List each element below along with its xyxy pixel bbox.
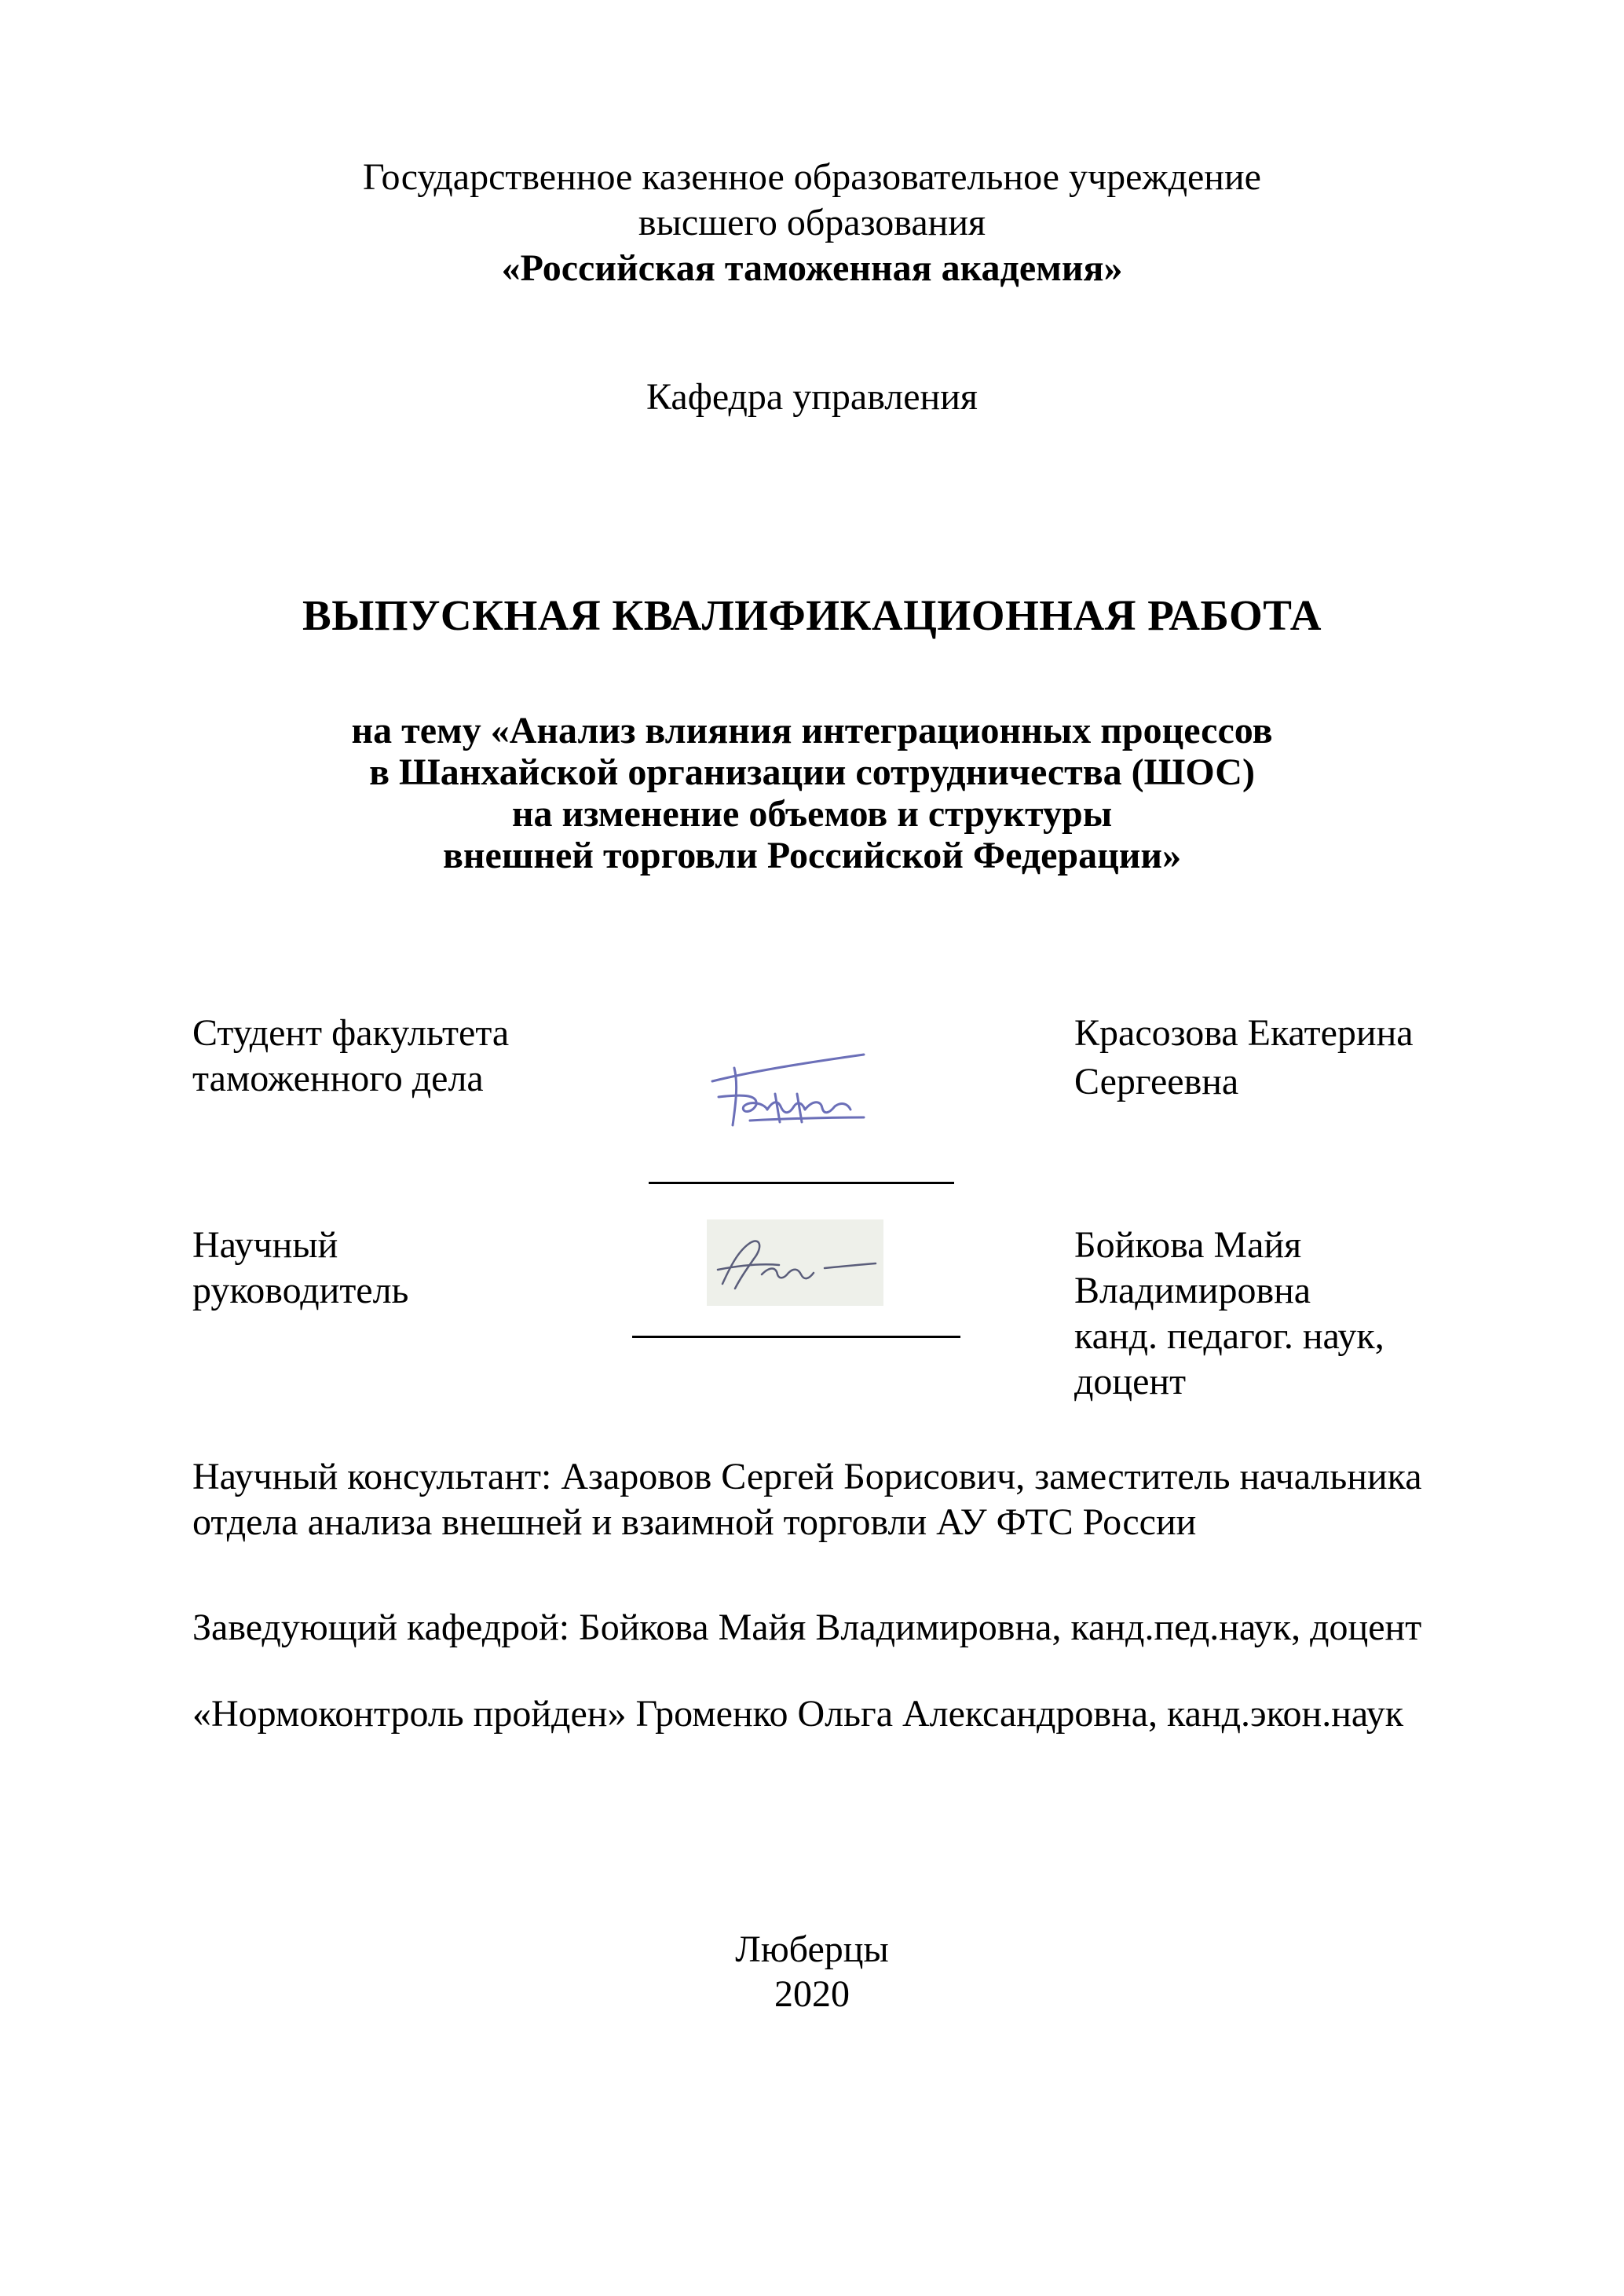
student-name-line-2: Сергеевна	[1074, 1061, 1239, 1102]
student-signature	[703, 1048, 880, 1143]
department-name: Кафедра управления	[646, 376, 978, 418]
topic-line-2: в Шанхайской организации сотрудничества (ШОС)	[369, 751, 1255, 793]
consultant-info: Научный консультант: Азаровов Сергей Борисович, заместитель начальника отдела анализа внешней и взаимной торговли АУ ФТС России	[192, 1456, 1422, 1543]
supervisor-signature	[707, 1219, 883, 1306]
head-of-department-info: Заведующий кафедрой: Бойкова Майя Владимировна, канд.пед.наук, доцент	[192, 1607, 1422, 1648]
thesis-topic	[0, 709, 1624, 876]
institution-name: «Российская таможенная академия»	[501, 247, 1123, 289]
supervisor-name-line-1: Бойкова Майя	[1074, 1224, 1302, 1266]
institution-line-1: Государственное казенное образовательное учреждение	[363, 156, 1261, 198]
city: Люберцы	[735, 1929, 889, 1970]
topic-line-1: на тему «Анализ влияния интеграционных процессов	[351, 710, 1273, 751]
document-title: ВЫПУСКНАЯ КВАЛИФИКАЦИОННАЯ РАБОТА	[302, 591, 1322, 639]
city-year	[0, 1928, 1624, 2017]
normcontrol-info: «Нормоконтроль пройден» Громенко Ольга Александровна, канд.экон.наук	[192, 1693, 1404, 1735]
supervisor-name	[1074, 1223, 1384, 1406]
institution-header	[0, 155, 1624, 292]
supervisor-name-line-4: доцент	[1074, 1361, 1187, 1402]
institution-line-2: высшего образования	[638, 202, 986, 243]
student-name-line-1: Красозова Екатерина	[1074, 1012, 1414, 1054]
supervisor-signature-line	[632, 1336, 960, 1338]
supervisor-role	[192, 1223, 408, 1314]
supervisor-name-line-2: Владимировна	[1074, 1270, 1311, 1311]
supervisor-role-line-2: руководитель	[192, 1270, 409, 1311]
supervisor-name-line-3: канд. педагог. наук,	[1074, 1315, 1384, 1357]
student-role	[192, 1011, 509, 1102]
student-name	[1074, 1011, 1414, 1106]
student-role-line-1: Студент факультета	[192, 1012, 510, 1054]
student-signature-line	[649, 1182, 954, 1184]
topic-line-4: внешней торговли Российской Федерации»	[442, 835, 1182, 876]
topic-line-3: на изменение объемов и структуры	[511, 793, 1113, 835]
student-role-line-2: таможенного дела	[192, 1058, 484, 1099]
year: 2020	[774, 1973, 850, 2015]
supervisor-role-line-1: Научный	[192, 1224, 338, 1266]
